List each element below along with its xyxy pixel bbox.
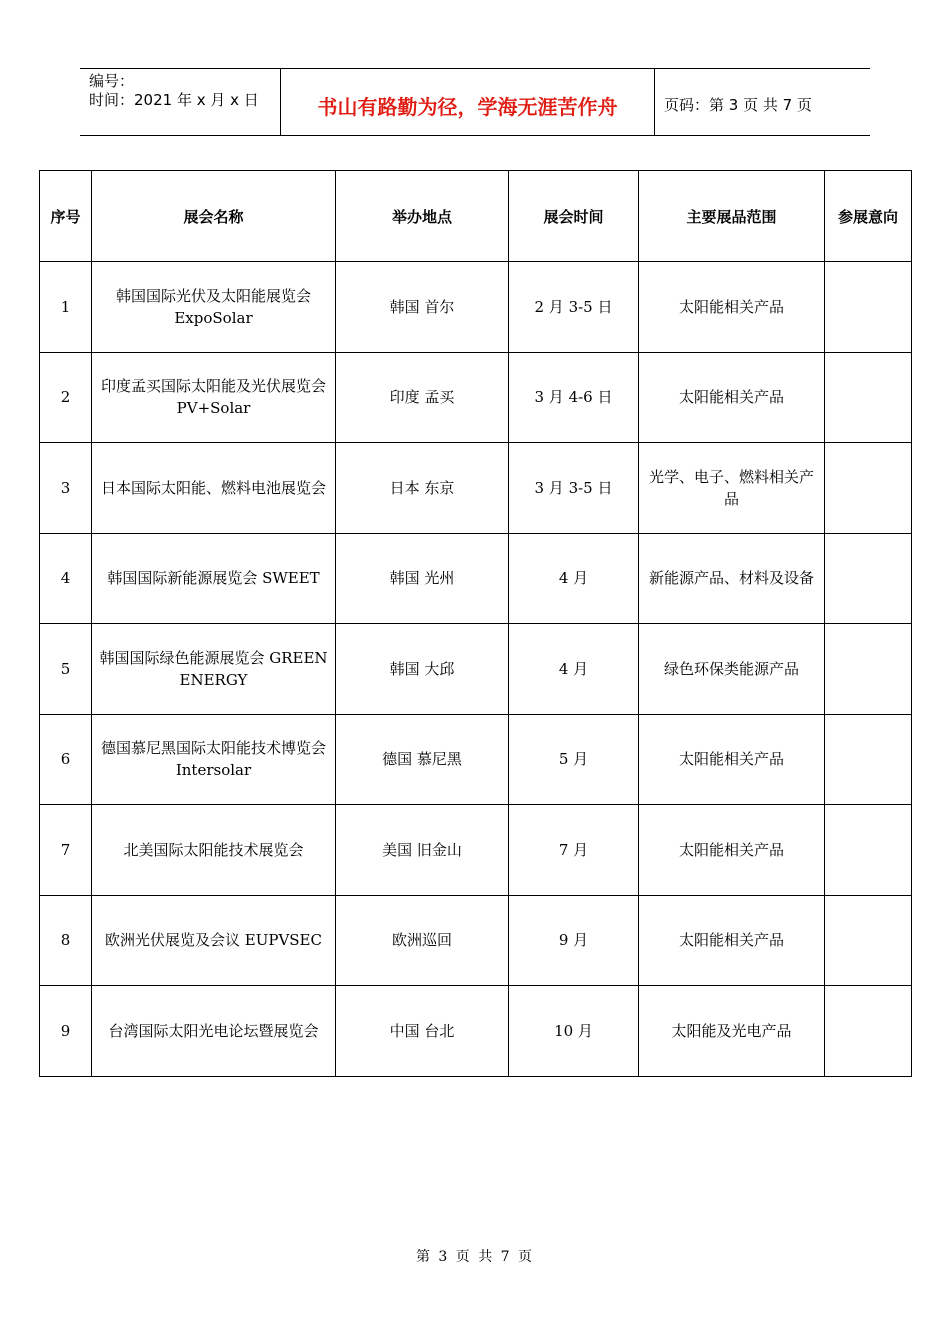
cell-location: 韩国 首尔 (336, 262, 509, 353)
cell-intent (825, 533, 912, 624)
cell-time: 4 月 (509, 533, 639, 624)
cell-time: 9 月 (509, 895, 639, 986)
table-header-row (40, 171, 912, 262)
cell-name: 德国慕尼黑国际太阳能技术博览会 Intersolar (92, 714, 336, 805)
cell-no: 6 (40, 714, 92, 805)
table-row (40, 352, 912, 443)
cell-scope: 光学、电子、燃料相关产品 (639, 443, 825, 534)
cell-intent (825, 443, 912, 534)
cell-no: 2 (40, 352, 92, 443)
cell-scope: 新能源产品、材料及设备 (639, 533, 825, 624)
cell-location: 印度 孟买 (336, 352, 509, 443)
table-body (40, 262, 912, 1077)
document-number-label: 编号： (89, 72, 135, 90)
page-header (80, 68, 870, 136)
cell-time: 2 月 3-5 日 (509, 262, 639, 353)
cell-no: 4 (40, 533, 92, 624)
cell-scope: 太阳能相关产品 (639, 352, 825, 443)
cell-scope: 太阳能相关产品 (639, 262, 825, 353)
cell-no: 7 (40, 805, 92, 896)
header-motto: 书山有路勤为径，学海无涯苦作舟 (281, 69, 655, 135)
cell-location: 韩国 大邱 (336, 624, 509, 715)
cell-no: 5 (40, 624, 92, 715)
cell-time: 7 月 (509, 805, 639, 896)
table-row (40, 443, 912, 534)
col-header-no: 序号 (40, 171, 92, 262)
cell-scope: 太阳能相关产品 (639, 895, 825, 986)
col-header-scope: 主要展品范围 (639, 171, 825, 262)
table-row (40, 624, 912, 715)
cell-time: 5 月 (509, 714, 639, 805)
cell-location: 中国 台北 (336, 986, 509, 1077)
col-header-time: 展会时间 (509, 171, 639, 262)
cell-intent (825, 262, 912, 353)
table-row (40, 895, 912, 986)
cell-name: 日本国际太阳能、燃料电池展览会 (92, 443, 336, 534)
cell-location: 德国 慕尼黑 (336, 714, 509, 805)
table-row (40, 262, 912, 353)
cell-name: 北美国际太阳能技术展览会 (92, 805, 336, 896)
cell-location: 美国 旧金山 (336, 805, 509, 896)
exhibition-table (39, 170, 912, 1077)
table-row (40, 986, 912, 1077)
cell-scope: 太阳能相关产品 (639, 805, 825, 896)
cell-location: 韩国 光州 (336, 533, 509, 624)
header-meta (80, 69, 281, 135)
page-footer: 第 3 页 共 7 页 (415, 1249, 535, 1265)
cell-intent (825, 624, 912, 715)
table-row (40, 805, 912, 896)
cell-time: 4 月 (509, 624, 639, 715)
cell-location: 日本 东京 (336, 443, 509, 534)
cell-name: 韩国国际绿色能源展览会 GREEN ENERGY (92, 624, 336, 715)
col-header-location: 举办地点 (336, 171, 509, 262)
cell-intent (825, 352, 912, 443)
table-row (40, 533, 912, 624)
col-header-name: 展会名称 (92, 171, 336, 262)
cell-intent (825, 714, 912, 805)
cell-name: 欧洲光伏展览及会议 EUPVSEC (92, 895, 336, 986)
cell-location: 欧洲巡回 (336, 895, 509, 986)
cell-time: 3 月 3-5 日 (509, 443, 639, 534)
cell-no: 1 (40, 262, 92, 353)
cell-scope: 绿色环保类能源产品 (639, 624, 825, 715)
cell-no: 3 (40, 443, 92, 534)
cell-no: 8 (40, 895, 92, 986)
cell-scope: 太阳能及光电产品 (639, 986, 825, 1077)
table-row (40, 714, 912, 805)
cell-name: 韩国国际光伏及太阳能展览会 ExpoSolar (92, 262, 336, 353)
col-header-intent: 参展意向 (825, 171, 912, 262)
cell-no: 9 (40, 986, 92, 1077)
cell-name: 韩国国际新能源展览会 SWEET (92, 533, 336, 624)
cell-name: 台湾国际太阳光电论坛暨展览会 (92, 986, 336, 1077)
cell-name: 印度孟买国际太阳能及光伏展览会 PV+Solar (92, 352, 336, 443)
document-date: 时间：2021 年 x 月 x 日 (89, 91, 259, 109)
cell-time: 3 月 4-6 日 (509, 352, 639, 443)
cell-intent (825, 805, 912, 896)
header-page-number: 页码：第 3 页 共 7 页 (664, 95, 812, 114)
cell-intent (825, 986, 912, 1077)
cell-intent (825, 895, 912, 986)
cell-scope: 太阳能相关产品 (639, 714, 825, 805)
cell-time: 10 月 (509, 986, 639, 1077)
